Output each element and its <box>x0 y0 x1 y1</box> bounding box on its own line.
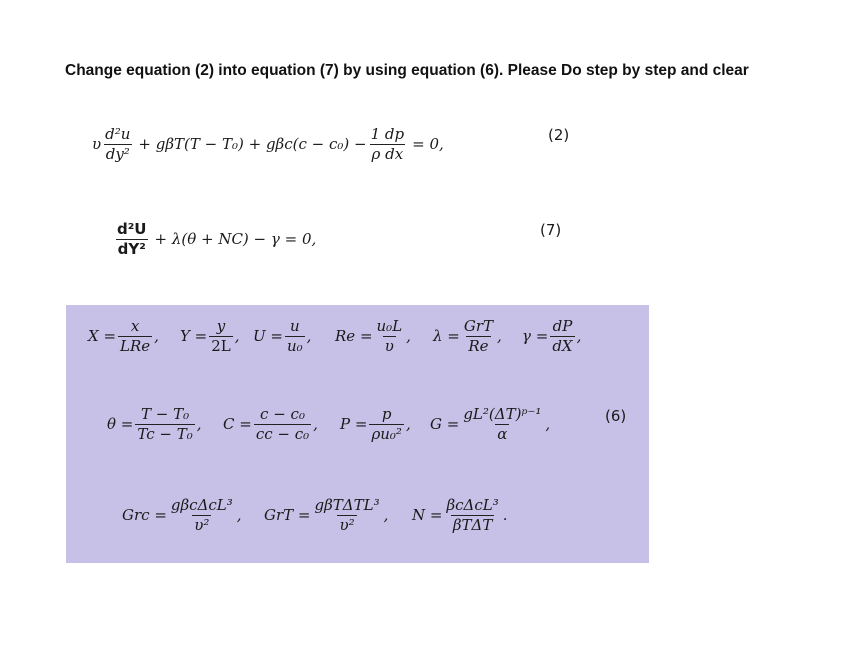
def-theta: θ = $\frac{\text{T − T₀}}{\text{Tc − T₀}}$ , <box>107 405 202 443</box>
def-U-lhs: U = <box>253 327 283 346</box>
eq2-numerator: d²u <box>105 125 131 143</box>
def-C-den: cc − c₀ <box>255 424 310 443</box>
def-Grc-fraction <box>169 497 235 534</box>
def-N-fraction <box>444 497 500 534</box>
def-X-den: LRe <box>120 336 151 355</box>
def-Re-den: υ <box>384 336 394 355</box>
def-GrT: GrT = $\frac{\text{gβTΔTL³}}{\text{υ²}}$ , <box>264 496 389 534</box>
def-N-den: βTΔT <box>452 515 493 534</box>
def-G-num: gL²(ΔT)ᵖ⁻¹ <box>463 405 542 423</box>
def-gamma-num: dP <box>552 317 573 335</box>
def-U-num: u <box>289 317 300 335</box>
def-theta-lhs: θ = <box>107 415 134 434</box>
def-lambda-den: Re <box>468 336 489 355</box>
eq2-buoyancy-terms: + gβT(T − T₀) + gβc(c − c₀) − <box>138 135 367 154</box>
def-Y: Y = $\frac{y}{2L}$ , <box>180 317 240 355</box>
def-gamma-fraction <box>550 318 574 355</box>
def-Re-num: u₀L <box>376 317 403 335</box>
def-G-fraction <box>461 406 543 443</box>
eq2-denominator: dy² <box>105 144 130 163</box>
equation-7 <box>113 221 316 258</box>
def-U-fraction <box>285 318 305 355</box>
def-lambda-num: GrT <box>463 317 494 335</box>
def-gamma-den: dX <box>552 336 573 355</box>
def-theta-num: T − T₀ <box>140 405 190 423</box>
def-lambda-lhs: λ = <box>433 327 460 346</box>
def-G: G = $\frac{\text{gL²(ΔT)ᵖ⁻¹}}{\alpha}$ , <box>430 405 551 443</box>
def-C: C = $\frac{\text{c − c₀}}{\text{cc − c₀}}$ , <box>223 405 318 443</box>
def-N: N = $\frac{\text{βcΔcL³}}{\text{βTΔT}}$ . <box>412 496 508 534</box>
def-Y-num: y <box>216 317 226 335</box>
def-Y-fraction <box>209 318 233 355</box>
def-Grc: Grc = $\frac{\text{gβcΔcL³}}{\text{υ²}}$ , <box>122 496 242 534</box>
def-C-fraction <box>254 406 311 443</box>
eq7-numerator: d²U <box>117 220 147 238</box>
def-G-den: α <box>497 424 508 443</box>
eq2-pressure-denominator: ρ dx <box>371 144 404 163</box>
def-GrT-num: gβTΔTL³ <box>314 496 380 514</box>
def-P-fraction <box>369 406 404 443</box>
question-text: Change equation (2) into equation (7) by using equation (6). Please Do step by step and clear <box>65 62 749 79</box>
def-U: U = $\frac{u}{\text{u₀}}$ , <box>253 317 312 355</box>
def-Grc-lhs: Grc = <box>122 506 167 525</box>
def-GrT-lhs: GrT = <box>264 506 311 525</box>
equation-6-number: (6) <box>605 407 627 425</box>
equation-2 <box>92 126 444 163</box>
def-P-lhs: P = <box>340 415 368 434</box>
def-Grc-num: gβcΔcL³ <box>170 496 233 514</box>
def-X-fraction <box>118 318 152 355</box>
def-Grc-den: υ² <box>194 515 210 534</box>
eq7-denominator: dY² <box>117 239 146 258</box>
def-theta-den: Tc − T₀ <box>137 424 193 443</box>
equation-2-number: (2) <box>548 126 570 144</box>
def-N-num: βcΔcL³ <box>446 496 499 514</box>
eq7-rhs: + λ(θ + NC) − γ = 0, <box>154 230 317 249</box>
def-N-lhs: N = <box>412 506 443 525</box>
def-theta-fraction <box>135 406 194 443</box>
def-Y-den: 2L <box>211 336 231 355</box>
def-Re: Re = $\frac{\text{u₀L}}{\upsilon}$ , <box>335 317 411 355</box>
def-lambda-fraction <box>462 318 495 355</box>
def-Re-fraction <box>375 318 405 355</box>
def-gamma: γ = $\frac{dP}{dX}$ , <box>522 317 582 355</box>
equation-7-number: (7) <box>540 221 562 239</box>
eq2-second-derivative <box>103 126 132 163</box>
def-P: P = $\frac{p}{\text{ρu₀²}}$ , <box>340 405 411 443</box>
def-P-den: ρu₀² <box>371 424 402 443</box>
def-Y-lhs: Y = <box>180 327 208 346</box>
eq2-upsilon: υ <box>92 135 102 154</box>
def-X: X = $\frac{x}{\text{LRe}}$ , <box>88 317 159 355</box>
eq7-second-derivative <box>115 221 149 258</box>
eq2-pressure-numerator: 1 dp <box>370 125 405 143</box>
def-GrT-fraction <box>313 497 382 534</box>
def-G-lhs: G = <box>430 415 460 434</box>
def-X-num: x <box>130 317 140 335</box>
def-C-lhs: C = <box>223 415 252 434</box>
def-GrT-den: υ² <box>339 515 355 534</box>
def-U-den: u₀ <box>286 336 303 355</box>
def-X-lhs: X = <box>88 327 117 346</box>
def-gamma-lhs: γ = <box>522 327 549 346</box>
eq2-rhs: = 0, <box>412 135 444 154</box>
def-lambda: λ = $\frac{\text{GrT}}{Re}$ , <box>433 317 502 355</box>
def-C-num: c − c₀ <box>260 405 305 423</box>
def-P-num: p <box>381 405 392 423</box>
eq2-pressure-gradient <box>369 126 407 163</box>
def-Re-lhs: Re = <box>335 327 373 346</box>
